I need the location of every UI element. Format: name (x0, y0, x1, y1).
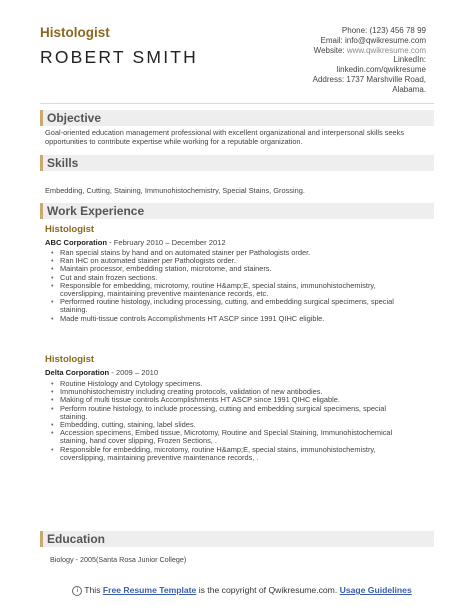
job-1-duties (45, 249, 404, 323)
contact-linkedin-label: LinkedIn: (393, 55, 426, 65)
contact-phone: Phone: (123) 456 78 99 (341, 26, 426, 35)
list-item: • Responsible for embedding, microtomy, routine H&amp;E, special stains, immunohistochemistry, coverslipping, maintaining preventive maintenance records, . (60, 446, 404, 462)
skills-section-header (40, 155, 434, 171)
list-item: • Perform routine histology, to include processing, cutting and embedding surgical specimens, special staining. (60, 405, 404, 421)
work-section-header (40, 203, 434, 219)
list-item: • Cut and stain frozen sections. (60, 274, 404, 282)
list-item: • Immunohistochemistry including creating protocols, validation of new antibodies. (60, 388, 404, 396)
education-section-header (40, 531, 434, 547)
free-resume-template-link[interactable]: Free Resume Template (102, 585, 197, 595)
list-item: • Performed routine histology, including processing, cutting, and embedding surgical specimens, special staining. (60, 298, 404, 314)
website-link[interactable]: www.qwikresume.com (346, 45, 426, 55)
contact-linkedin-value[interactable]: linkedin.com/qwikresume (336, 65, 426, 75)
footer-prefix: This (84, 585, 103, 595)
job-1-company: ABC Corporation (45, 238, 108, 247)
copyright-icon: i (72, 586, 82, 596)
list-item: • Embedding, cutting, staining, label slides. (60, 421, 404, 429)
contact-block (236, 26, 426, 95)
objective-section-header (40, 110, 434, 126)
work-title: Work Experience (47, 204, 145, 218)
job-2-meta (45, 368, 158, 377)
job-1-title: Histologist (45, 224, 95, 235)
list-item: • Made multi-tissue controls Accomplishments HT ASCP since 1991 QIHC eligible. (60, 315, 404, 323)
website-label: Website: (313, 45, 347, 55)
list-item: • Maintain processor, embedding station, microtome, and stainers. (60, 265, 404, 273)
list-item: • Accession specimens, Embed tissue, Microtomy, Routine and Special Staining, Immunohistochemical staining, hand cover slipping, Frozen Sections, . (60, 429, 404, 445)
skills-text: Embedding, Cutting, Staining, Immunohistochemistry, Special Stains, Grossing. (45, 186, 305, 195)
job-2-duties (45, 380, 404, 462)
footer-middle: is the copyright of Qwikresume.com. (196, 585, 340, 595)
list-item: • Routine Histology and Cytology specimens. (60, 380, 404, 388)
contact-address-line1: Address: 1737 Marshville Road, (312, 74, 426, 84)
contact-website (236, 46, 426, 56)
job-1-dates: - February 2010 – December 2012 (107, 238, 226, 247)
list-item: • Responsible for embedding, microtomy, routine H&amp;E, special stains, immunohistochemistry, coverslipping, maintaining preventive maintenance records, etc. (60, 282, 404, 298)
usage-guidelines-link[interactable]: Usage Guidelines (339, 585, 412, 595)
job-1-meta (45, 238, 226, 247)
objective-title: Objective (47, 111, 102, 125)
copyright-footer (70, 585, 414, 596)
skills-title: Skills (47, 156, 79, 170)
list-item: • Making of multi tissue controls Accomplishments HT ASCP since 1991 QIHC eligable. (60, 396, 404, 404)
objective-text: Goal-oriented education management professional with excellent organizational and interpersonal skills seeks opportunities to contribute expertise while working for a reputable organization. (45, 128, 405, 147)
education-entry: Biology - 2005(Santa Rosa Junior College) (50, 555, 187, 564)
list-item: • Ran special stains by hand and on automated stainer per Pathologists order. (60, 249, 404, 257)
contact-email: Email: info@qwikresume.com (320, 35, 426, 45)
job-2-company: Delta Corporation (45, 368, 110, 377)
contact-address-line2: Alabama. (392, 84, 426, 94)
header-divider (40, 103, 434, 104)
candidate-name: ROBERT SMITH (40, 47, 198, 67)
job-2-dates: - 2009 – 2010 (109, 368, 159, 377)
education-title: Education (47, 532, 106, 546)
list-item: • Ran IHC on automated stainer per Pathologists order. (60, 257, 404, 265)
resume-job-title: Histologist (40, 25, 110, 40)
job-2-title: Histologist (45, 354, 95, 365)
